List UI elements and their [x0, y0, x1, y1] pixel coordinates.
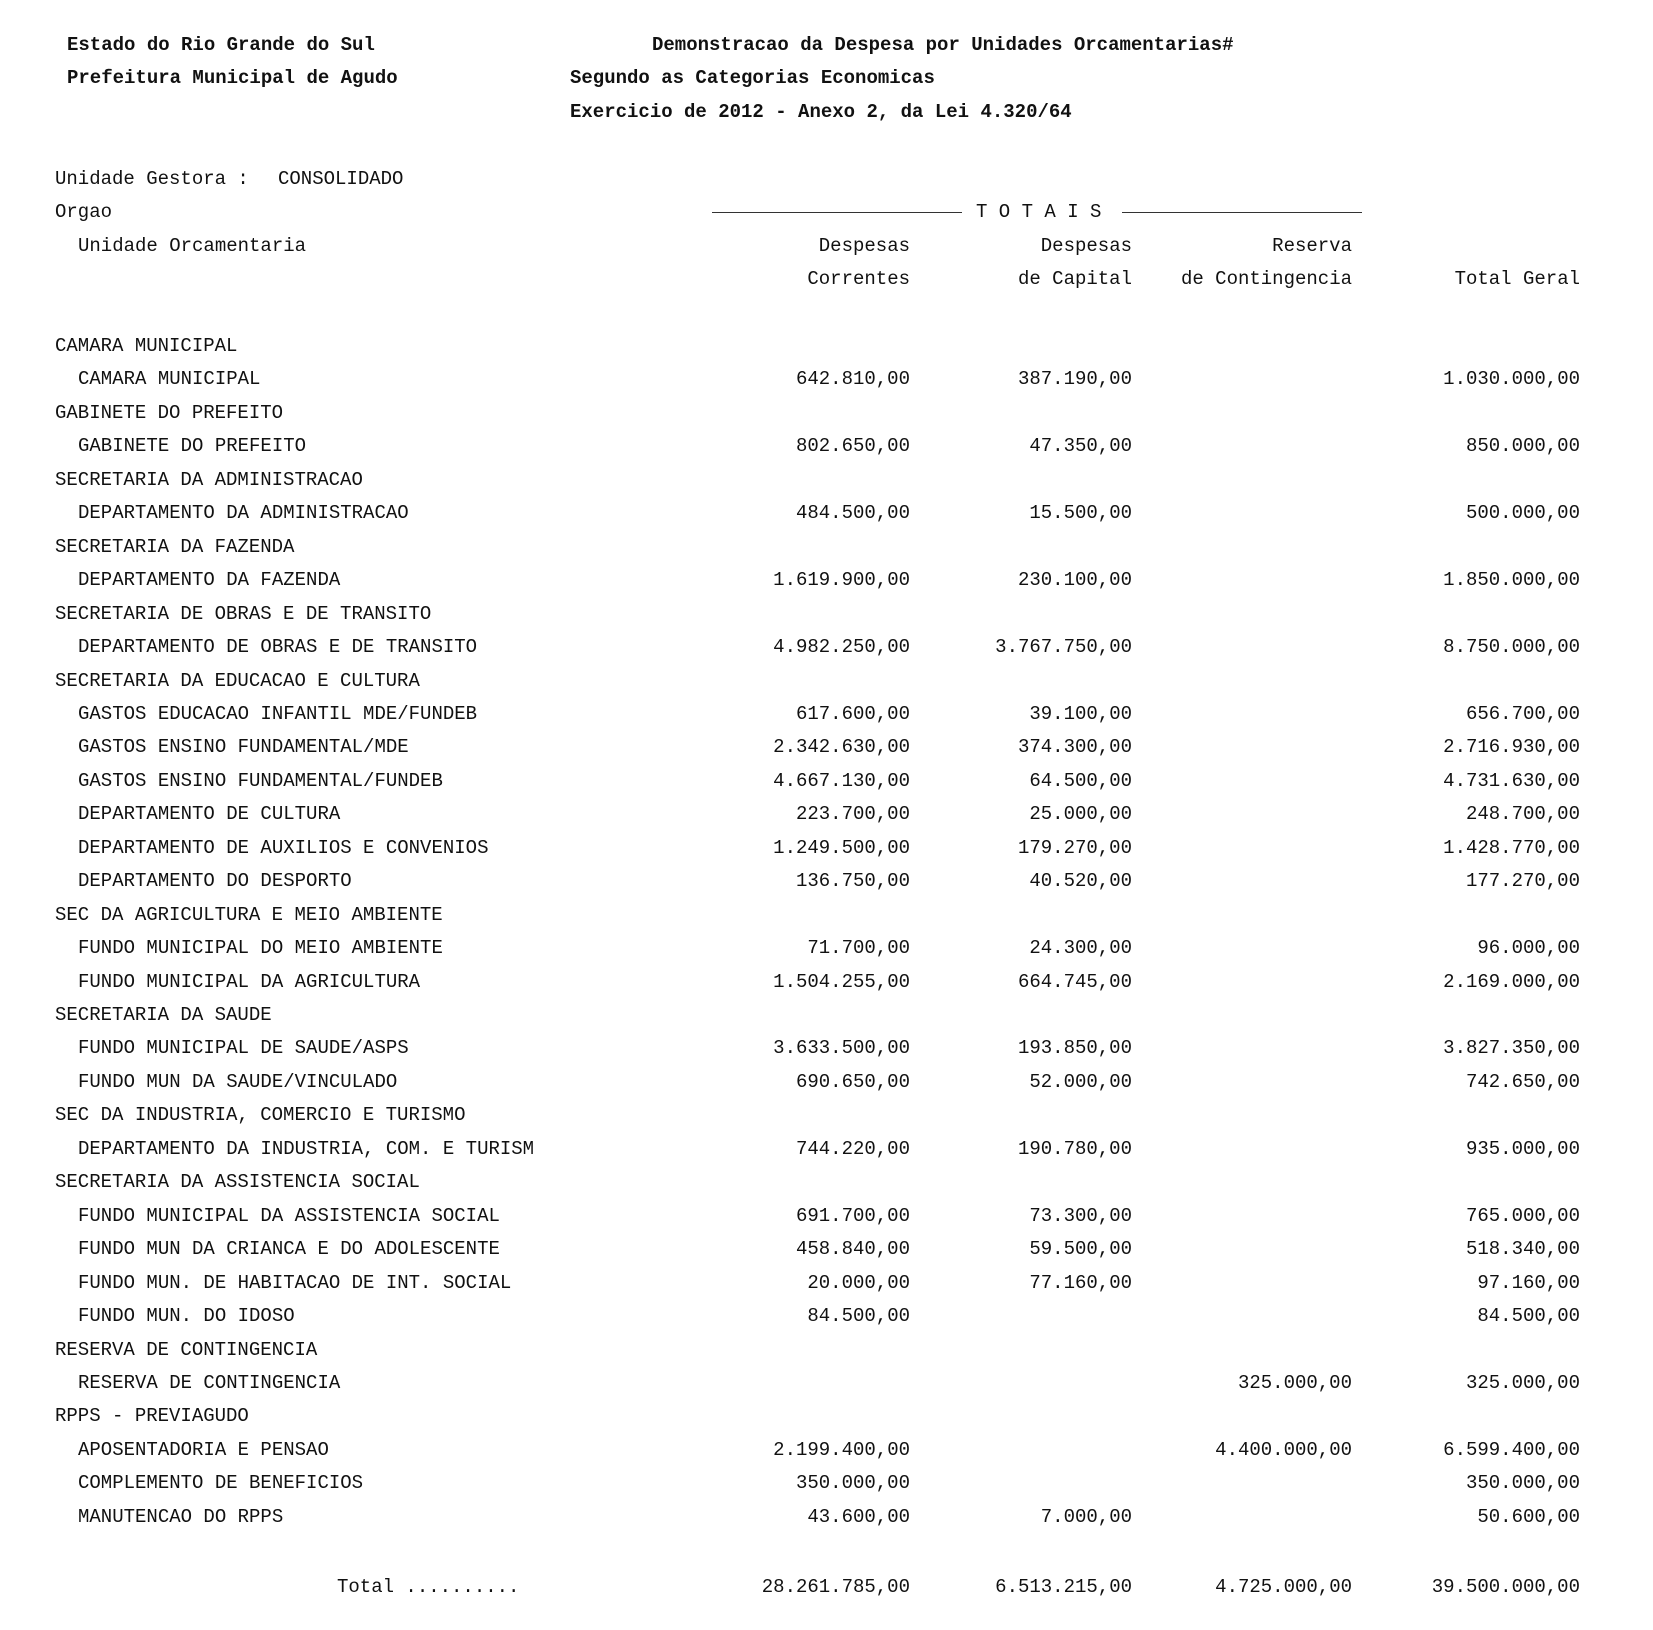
total-geral-cell: 84.500,00: [1477, 1305, 1580, 1327]
despesas-capital-cell: 39.100,00: [1029, 703, 1132, 725]
unidade-name: FUNDO MUNICIPAL DA AGRICULTURA: [78, 971, 421, 993]
unidade-name: FUNDO MUNICIPAL DO MEIO AMBIENTE: [78, 937, 443, 959]
unidade-name: GASTOS ENSINO FUNDAMENTAL/MDE: [78, 736, 409, 758]
unidade-name: COMPLEMENTO DE BENEFICIOS: [78, 1472, 364, 1494]
total-geral-cell: 850.000,00: [1465, 435, 1580, 457]
reserva-contingencia-cell: 325.000,00: [1237, 1372, 1352, 1394]
total-geral-cell: 96.000,00: [1477, 937, 1580, 959]
unidade-name: APOSENTADORIA E PENSAO: [78, 1439, 329, 1461]
despesas-capital-cell: 40.520,00: [1029, 870, 1132, 892]
total-geral-cell: 50.600,00: [1477, 1506, 1580, 1528]
total-geral: 39.500.000,00: [1431, 1576, 1580, 1598]
total-geral-cell: 742.650,00: [1465, 1071, 1580, 1093]
despesas-capital-cell: 230.100,00: [1017, 569, 1132, 591]
total-geral-cell: 6.599.400,00: [1443, 1439, 1580, 1461]
reserva-contingencia-cell: 4.400.000,00: [1215, 1439, 1352, 1461]
report-subtitle: Segundo as Categorias Economicas: [570, 67, 935, 89]
totais-rule-left: [712, 212, 962, 213]
despesas-correntes-cell: 3.633.500,00: [773, 1037, 910, 1059]
total-geral-cell: 3.827.350,00: [1443, 1037, 1580, 1059]
total-geral-cell: 4.731.630,00: [1443, 770, 1580, 792]
total-geral-cell: 656.700,00: [1465, 703, 1580, 725]
totais-header: T O T A I S: [976, 201, 1102, 223]
unidade-name: FUNDO MUN DA SAUDE/VINCULADO: [78, 1071, 398, 1093]
despesas-correntes-cell: 690.650,00: [795, 1071, 910, 1093]
correntes-header-1: Despesas: [818, 235, 910, 257]
total-geral-cell: 177.270,00: [1465, 870, 1580, 892]
total-correntes: 28.261.785,00: [761, 1576, 910, 1598]
despesas-correntes-cell: 84.500,00: [807, 1305, 910, 1327]
unidade-name: GASTOS EDUCACAO INFANTIL MDE/FUNDEB: [78, 703, 478, 725]
total-geral-cell: 97.160,00: [1477, 1272, 1580, 1294]
total-geral-cell: 500.000,00: [1465, 502, 1580, 524]
despesas-capital-cell: 47.350,00: [1029, 435, 1132, 457]
unidade-name: DEPARTAMENTO DE AUXILIOS E CONVENIOS: [78, 837, 489, 859]
total-geral-cell: 765.000,00: [1465, 1205, 1580, 1227]
despesas-correntes-cell: 1.619.900,00: [773, 569, 910, 591]
total-geral-cell: 1.850.000,00: [1443, 569, 1580, 591]
total-geral-cell: 8.750.000,00: [1443, 636, 1580, 658]
despesas-capital-cell: 374.300,00: [1017, 736, 1132, 758]
total-geral-cell: 1.428.770,00: [1443, 837, 1580, 859]
gestora-label: Unidade Gestora :: [55, 168, 249, 190]
unidade-name: FUNDO MUN DA CRIANCA E DO ADOLESCENTE: [78, 1238, 500, 1260]
report-exercise: Exercicio de 2012 - Anexo 2, da Lei 4.320/64: [570, 101, 1072, 123]
unidade-name: FUNDO MUN. DE HABITACAO DE INT. SOCIAL: [78, 1272, 512, 1294]
gestora-value: CONSOLIDADO: [278, 168, 404, 190]
despesas-correntes-cell: 4.667.130,00: [773, 770, 910, 792]
despesas-capital-cell: 77.160,00: [1029, 1272, 1132, 1294]
unidade-name: DEPARTAMENTO DE CULTURA: [78, 803, 341, 825]
despesas-capital-cell: 25.000,00: [1029, 803, 1132, 825]
despesas-correntes-cell: 484.500,00: [795, 502, 910, 524]
total-geral-cell: 518.340,00: [1465, 1238, 1580, 1260]
despesas-correntes-cell: 691.700,00: [795, 1205, 910, 1227]
despesas-correntes-cell: 136.750,00: [795, 870, 910, 892]
despesas-capital-cell: 3.767.750,00: [995, 636, 1132, 658]
despesas-correntes-cell: 71.700,00: [807, 937, 910, 959]
unidade-name: FUNDO MUNICIPAL DA ASSISTENCIA SOCIAL: [78, 1205, 500, 1227]
despesas-capital-cell: 24.300,00: [1029, 937, 1132, 959]
despesas-capital-cell: 387.190,00: [1017, 368, 1132, 390]
orgao-name: SECRETARIA DA ASSISTENCIA SOCIAL: [55, 1171, 420, 1193]
despesas-correntes-cell: 744.220,00: [795, 1138, 910, 1160]
reserva-header-1: Reserva: [1272, 235, 1352, 257]
despesas-capital-cell: 52.000,00: [1029, 1071, 1132, 1093]
orgao-name: SECRETARIA DA EDUCACAO E CULTURA: [55, 670, 420, 692]
despesas-capital-cell: 190.780,00: [1017, 1138, 1132, 1160]
unidade-name: GASTOS ENSINO FUNDAMENTAL/FUNDEB: [78, 770, 443, 792]
despesas-capital-cell: 193.850,00: [1017, 1037, 1132, 1059]
despesas-correntes-cell: 458.840,00: [795, 1238, 910, 1260]
orgao-name: CAMARA MUNICIPAL: [55, 335, 238, 357]
unidade-name: FUNDO MUN. DO IDOSO: [78, 1305, 295, 1327]
orgao-name: SEC DA INDUSTRIA, COMERCIO E TURISMO: [55, 1104, 466, 1126]
unidade-name: MANUTENCAO DO RPPS: [78, 1506, 284, 1528]
reserva-header-2: de Contingencia: [1180, 268, 1352, 290]
orgao-name: RPPS - PREVIAGUDO: [55, 1405, 249, 1427]
capital-header-2: de Capital: [1017, 268, 1132, 290]
municipality-name: Prefeitura Municipal de Agudo: [67, 67, 398, 89]
despesas-capital-cell: 59.500,00: [1029, 1238, 1132, 1260]
total-reserva: 4.725.000,00: [1215, 1576, 1352, 1598]
unidade-header: Unidade Orcamentaria: [78, 235, 307, 257]
unidade-name: DEPARTAMENTO DA INDUSTRIA, COM. E TURISM: [78, 1138, 535, 1160]
despesas-correntes-cell: 2.199.400,00: [773, 1439, 910, 1461]
state-name: Estado do Rio Grande do Sul: [67, 34, 375, 56]
unidade-name: DEPARTAMENTO DA FAZENDA: [78, 569, 341, 591]
despesas-correntes-cell: 20.000,00: [807, 1272, 910, 1294]
despesas-correntes-cell: 617.600,00: [795, 703, 910, 725]
total-geral-cell: 1.030.000,00: [1443, 368, 1580, 390]
total-geral-cell: 2.169.000,00: [1443, 971, 1580, 993]
total-geral-cell: 350.000,00: [1465, 1472, 1580, 1494]
despesas-correntes-cell: 350.000,00: [795, 1472, 910, 1494]
unidade-name: GABINETE DO PREFEITO: [78, 435, 307, 457]
despesas-correntes-cell: 43.600,00: [807, 1506, 910, 1528]
unidade-name: DEPARTAMENTO DO DESPORTO: [78, 870, 352, 892]
unidade-name: DEPARTAMENTO DE OBRAS E DE TRANSITO: [78, 636, 478, 658]
despesas-correntes-cell: 802.650,00: [795, 435, 910, 457]
total-capital: 6.513.215,00: [995, 1576, 1132, 1598]
orgao-name: RESERVA DE CONTINGENCIA: [55, 1339, 318, 1361]
despesas-correntes-cell: 2.342.630,00: [773, 736, 910, 758]
capital-header-1: Despesas: [1040, 235, 1132, 257]
orgao-name: SECRETARIA DA SAUDE: [55, 1004, 272, 1026]
despesas-capital-cell: 73.300,00: [1029, 1205, 1132, 1227]
unidade-name: CAMARA MUNICIPAL: [78, 368, 261, 390]
despesas-capital-cell: 179.270,00: [1017, 837, 1132, 859]
total-geral-cell: 248.700,00: [1465, 803, 1580, 825]
despesas-correntes-cell: 1.504.255,00: [773, 971, 910, 993]
total-geral-cell: 935.000,00: [1465, 1138, 1580, 1160]
unidade-name: FUNDO MUNICIPAL DE SAUDE/ASPS: [78, 1037, 409, 1059]
despesas-capital-cell: 15.500,00: [1029, 502, 1132, 524]
orgao-name: SECRETARIA DE OBRAS E DE TRANSITO: [55, 603, 432, 625]
total-geral-cell: 2.716.930,00: [1443, 736, 1580, 758]
orgao-name: SECRETARIA DA FAZENDA: [55, 536, 295, 558]
total-geral-cell: 325.000,00: [1465, 1372, 1580, 1394]
despesas-capital-cell: 64.500,00: [1029, 770, 1132, 792]
total-geral-header: Total Geral: [1454, 268, 1580, 290]
despesas-correntes-cell: 642.810,00: [795, 368, 910, 390]
despesas-correntes-cell: 4.982.250,00: [773, 636, 910, 658]
despesas-capital-cell: 664.745,00: [1017, 971, 1132, 993]
orgao-name: SEC DA AGRICULTURA E MEIO AMBIENTE: [55, 904, 443, 926]
unidade-name: DEPARTAMENTO DA ADMINISTRACAO: [78, 502, 409, 524]
despesas-correntes-cell: 223.700,00: [795, 803, 910, 825]
totais-rule-right: [1122, 212, 1362, 213]
despesas-capital-cell: 7.000,00: [1040, 1506, 1132, 1528]
report-title: Demonstracao da Despesa por Unidades Orcamentarias#: [652, 34, 1234, 56]
correntes-header-2: Correntes: [807, 268, 910, 290]
unidade-name: RESERVA DE CONTINGENCIA: [78, 1372, 341, 1394]
despesas-correntes-cell: 1.249.500,00: [773, 837, 910, 859]
orgao-header: Orgao: [55, 201, 113, 223]
orgao-name: SECRETARIA DA ADMINISTRACAO: [55, 469, 363, 491]
total-label: Total ..........: [337, 1576, 520, 1598]
orgao-name: GABINETE DO PREFEITO: [55, 402, 284, 424]
